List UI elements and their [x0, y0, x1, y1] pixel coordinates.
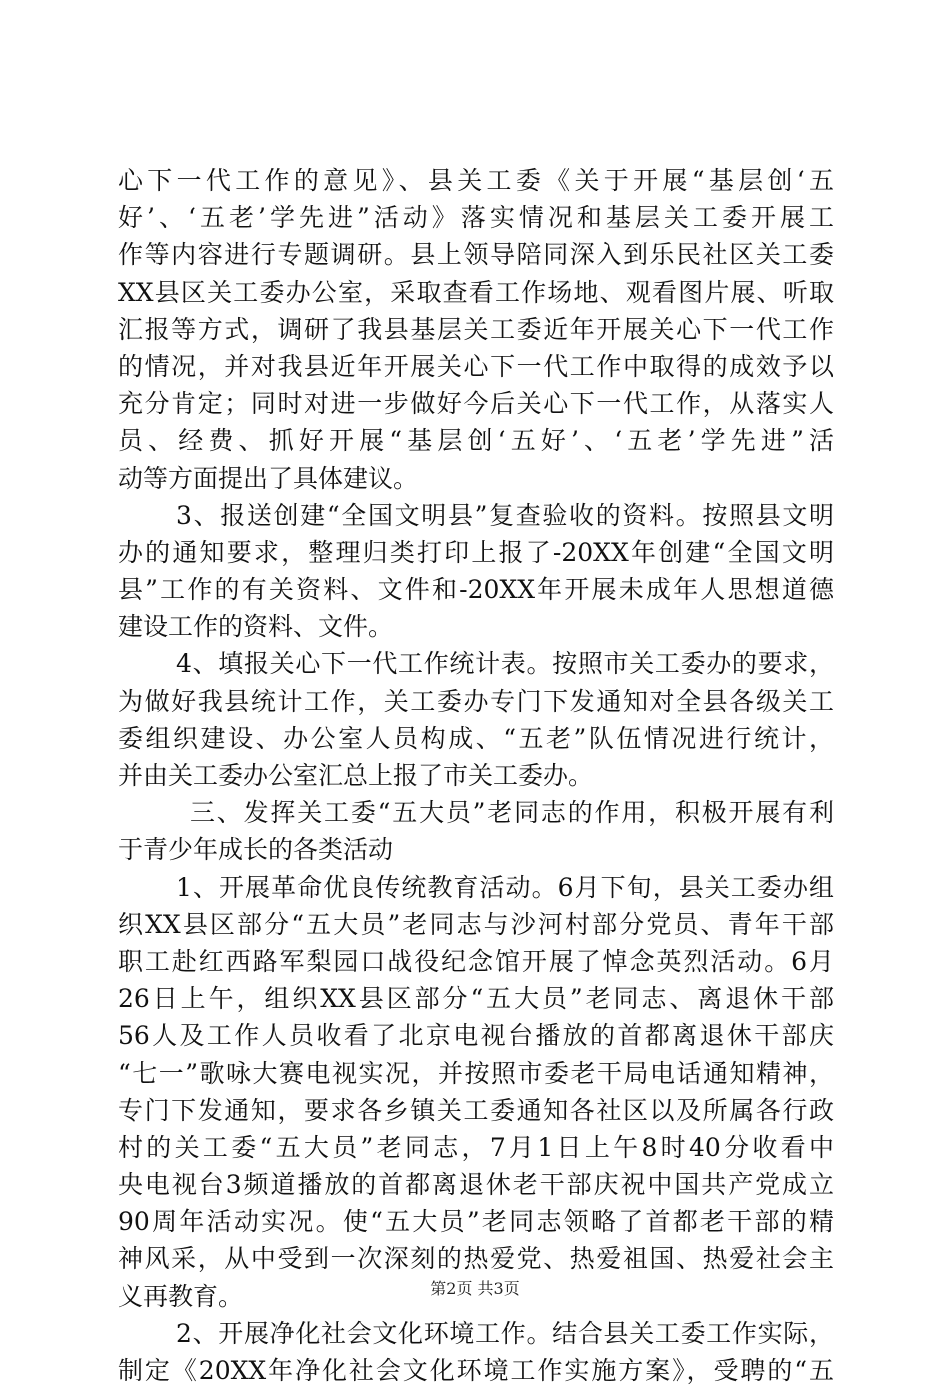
text-line: 办的通知要求，整理归类打印上报了-20XX年创建“全国文明 — [118, 537, 834, 567]
text-line: 义再教育。 — [118, 1281, 244, 1311]
paragraph-item-3: 3、报送创建“全国文明县”复查验收的资料。按照县文明 — [176, 500, 834, 530]
text-line: 并由关工委办公室汇总上报了市关工委办。 — [118, 761, 594, 790]
text-line: 制定《20XX年净化社会文化环境工作实施方案》，受聘的“五 — [118, 1356, 834, 1385]
text-line: 职工赴红西路军梨园口战役纪念馆开展了悼念英烈活动。6月 — [118, 946, 834, 976]
text-line: 织XX县区部分“五大员”老同志与沙河村部分党员、青年干部 — [118, 909, 834, 939]
paragraph-item-4: 4、填报关心下一代工作统计表。按照市关工委办的要求， — [176, 649, 834, 679]
text-line: 90周年活动实况。使“五大员”老同志领略了首都老干部的精 — [118, 1207, 834, 1237]
text-line: “七一”歌咏大赛电视实况，并按照市委老干局电话通知精神， — [118, 1058, 834, 1088]
text-line: 充分肯定；同时对进一步做好今后关心下一代工作，从落实人 — [118, 389, 834, 419]
text-line: 心下一代工作的意见》、县关工委《关于开展“基层创‘五 — [118, 166, 834, 195]
body-text — [118, 162, 834, 1389]
text-line: 县”工作的有关资料、文件和-20XX年开展未成年人思想道德 — [118, 575, 834, 605]
text-line: 56人及工作人员收看了北京电视台播放的首都离退休干部庆 — [118, 1021, 834, 1051]
text-line: 为做好我县统计工作，关工委办专门下发通知对全县各级关工 — [118, 686, 834, 716]
text-line: 委组织建设、办公室人员构成、“五老”队伍情况进行统计， — [118, 723, 834, 753]
text-line: 汇报等方式，调研了我县基层关工委近年开展关心下一代工作 — [118, 314, 834, 344]
text-line: 好’、‘五老’学先进”活动》落实情况和基层关工委开展工 — [118, 203, 834, 233]
text-line: 神风采，从中受到一次深刻的热爱党、热爱祖国、热爱社会主 — [118, 1244, 834, 1274]
text-line: 央电视台3频道播放的首都离退休老干部庆祝中国共产党成立 — [118, 1170, 834, 1200]
section-heading-3: 三、发挥关工委“五大员”老同志的作用，积极开展有利 — [190, 798, 834, 828]
text-line: 26日上午，组织XX县区部分“五大员”老同志、离退休干部 — [118, 984, 834, 1014]
text-line: XX县区关工委办公室，采取查看工作场地、观看图片展、听取 — [118, 277, 834, 307]
text-line: 村的关工委“五大员”老同志，7月1日上午8时40分收看中 — [118, 1132, 834, 1162]
text-line: 于青少年成长的各类活动 — [118, 835, 394, 865]
text-line: 专门下发通知，要求各乡镇关工委通知各社区以及所属各行政 — [118, 1095, 834, 1125]
text-line: 作等内容进行专题调研。县上领导陪同深入到乐民社区关工委 — [118, 240, 834, 270]
paragraph-item-2: 2、开展净化社会文化环境工作。结合县关工委工作实际， — [176, 1318, 834, 1348]
paragraph-item-1: 1、开展革命优良传统教育活动。6月下旬，县关工委办组 — [176, 872, 834, 902]
text-line: 动等方面提出了具体建议。 — [118, 463, 419, 493]
text-line: 员、经费、抓好开展“基层创‘五好’、‘五老’学先进”活 — [118, 426, 834, 456]
text-line: 的情况，并对我县近年开展关心下一代工作中取得的成效予以 — [118, 351, 834, 381]
text-line: 建设工作的资料、文件。 — [118, 612, 394, 642]
page-number-footer: 第2页 共3页 — [430, 1279, 520, 1298]
